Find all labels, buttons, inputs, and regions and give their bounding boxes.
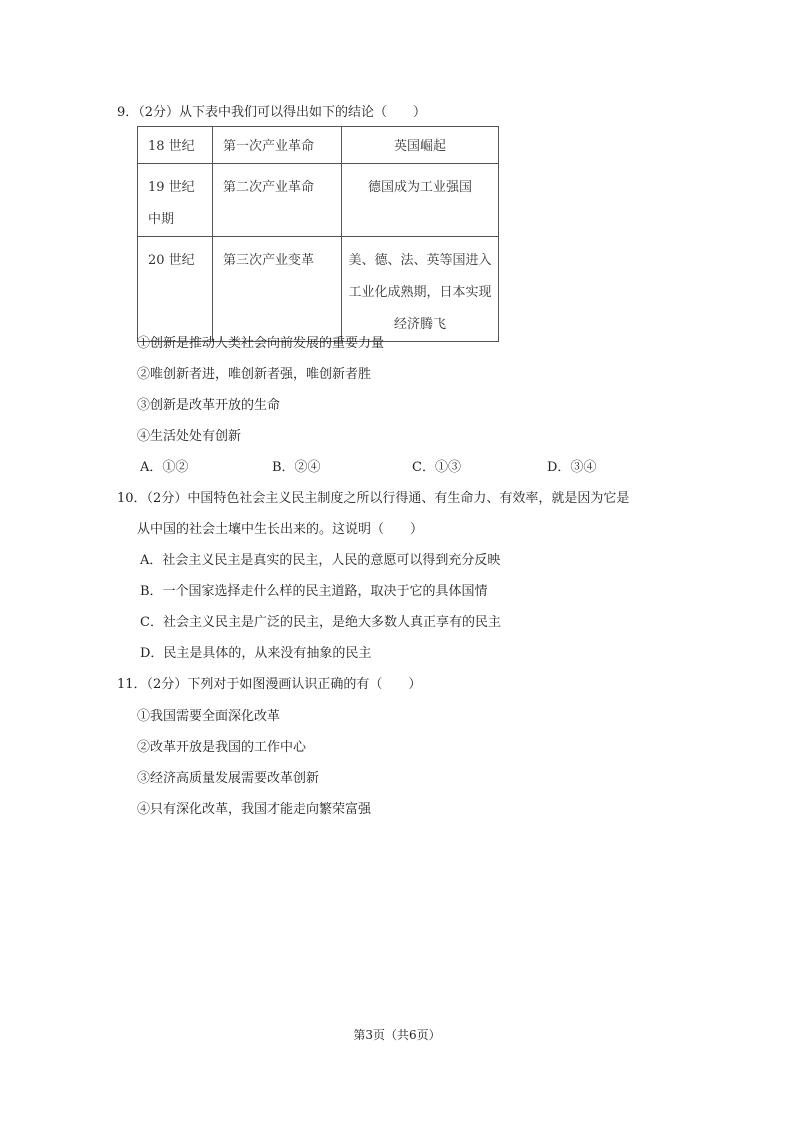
table-cell-period: 20 世纪 — [138, 237, 213, 342]
table-row — [138, 127, 499, 164]
q11-statement-2: ②改革开放是我国的工作中心 — [137, 740, 307, 755]
table-cell-result: 德国成为工业强国 — [342, 164, 499, 237]
q11-statement-1: ①我国需要全面深化改革 — [137, 709, 281, 724]
q9-option-a[interactable]: A．①② — [140, 460, 189, 475]
table-cell-period: 19 世纪中期 — [138, 164, 213, 237]
q10-stem-line-1: 10．（2分）中国特色社会主义民主制度之所以行得通、有生命力、有效率，就是因为它是 — [117, 491, 630, 506]
q10-option-d[interactable]: D．民主是具体的，从来没有抽象的民主 — [140, 646, 372, 661]
q9-statement-4: ④生活处处有创新 — [137, 429, 242, 444]
q9-table — [137, 126, 499, 342]
q9-option-c[interactable]: C．①③ — [412, 460, 461, 475]
q9-options — [140, 459, 620, 477]
table-cell-result: 英国崛起 — [342, 127, 499, 164]
q9-statement-1: ①创新是推动人类社会向前发展的重要力量 — [137, 336, 385, 351]
table-cell-result: 美、德、法、英等国进入工业化成熟期，日本实现经济腾飞 — [342, 237, 499, 342]
q9-option-b[interactable]: B．②④ — [272, 460, 321, 475]
q9-stem: 9．（2分）从下表中我们可以得出如下的结论（ ） — [117, 105, 427, 120]
table-cell-revolution: 第一次产业革命 — [213, 127, 342, 164]
table-row — [138, 164, 499, 237]
q11-stem: 11．（2分）下列对于如图漫画认识正确的有（ ） — [117, 677, 422, 692]
q10-option-c[interactable]: C．社会主义民主是广泛的民主，是绝大多数人真正享有的民主 — [140, 615, 501, 630]
table-cell-revolution: 第三次产业变革 — [213, 237, 342, 342]
q10-option-b[interactable]: B．一个国家选择走什么样的民主道路，取决于它的具体国情 — [140, 584, 488, 599]
q11-statement-4: ④只有深化改革，我国才能走向繁荣富强 — [137, 802, 372, 817]
q9-statement-3: ③创新是改革开放的生命 — [137, 398, 281, 413]
q10-option-a[interactable]: A．社会主义民主是真实的民主，人民的意愿可以得到充分反映 — [140, 553, 501, 568]
table-cell-period: 18 世纪 — [138, 127, 213, 164]
q9-statement-2: ②唯创新者进，唯创新者强，唯创新者胜 — [137, 367, 372, 382]
table-row — [138, 237, 499, 342]
q9-option-d[interactable]: D．③④ — [547, 460, 597, 475]
q10-stem-line-2: 从中国的社会土壤中生长出来的。这说明（ ） — [137, 522, 424, 537]
q11-statement-3: ③经济高质量发展需要改革创新 — [137, 771, 320, 786]
page-number-footer: 第3页（共6页） — [353, 1028, 441, 1042]
table-cell-revolution: 第二次产业革命 — [213, 164, 342, 237]
